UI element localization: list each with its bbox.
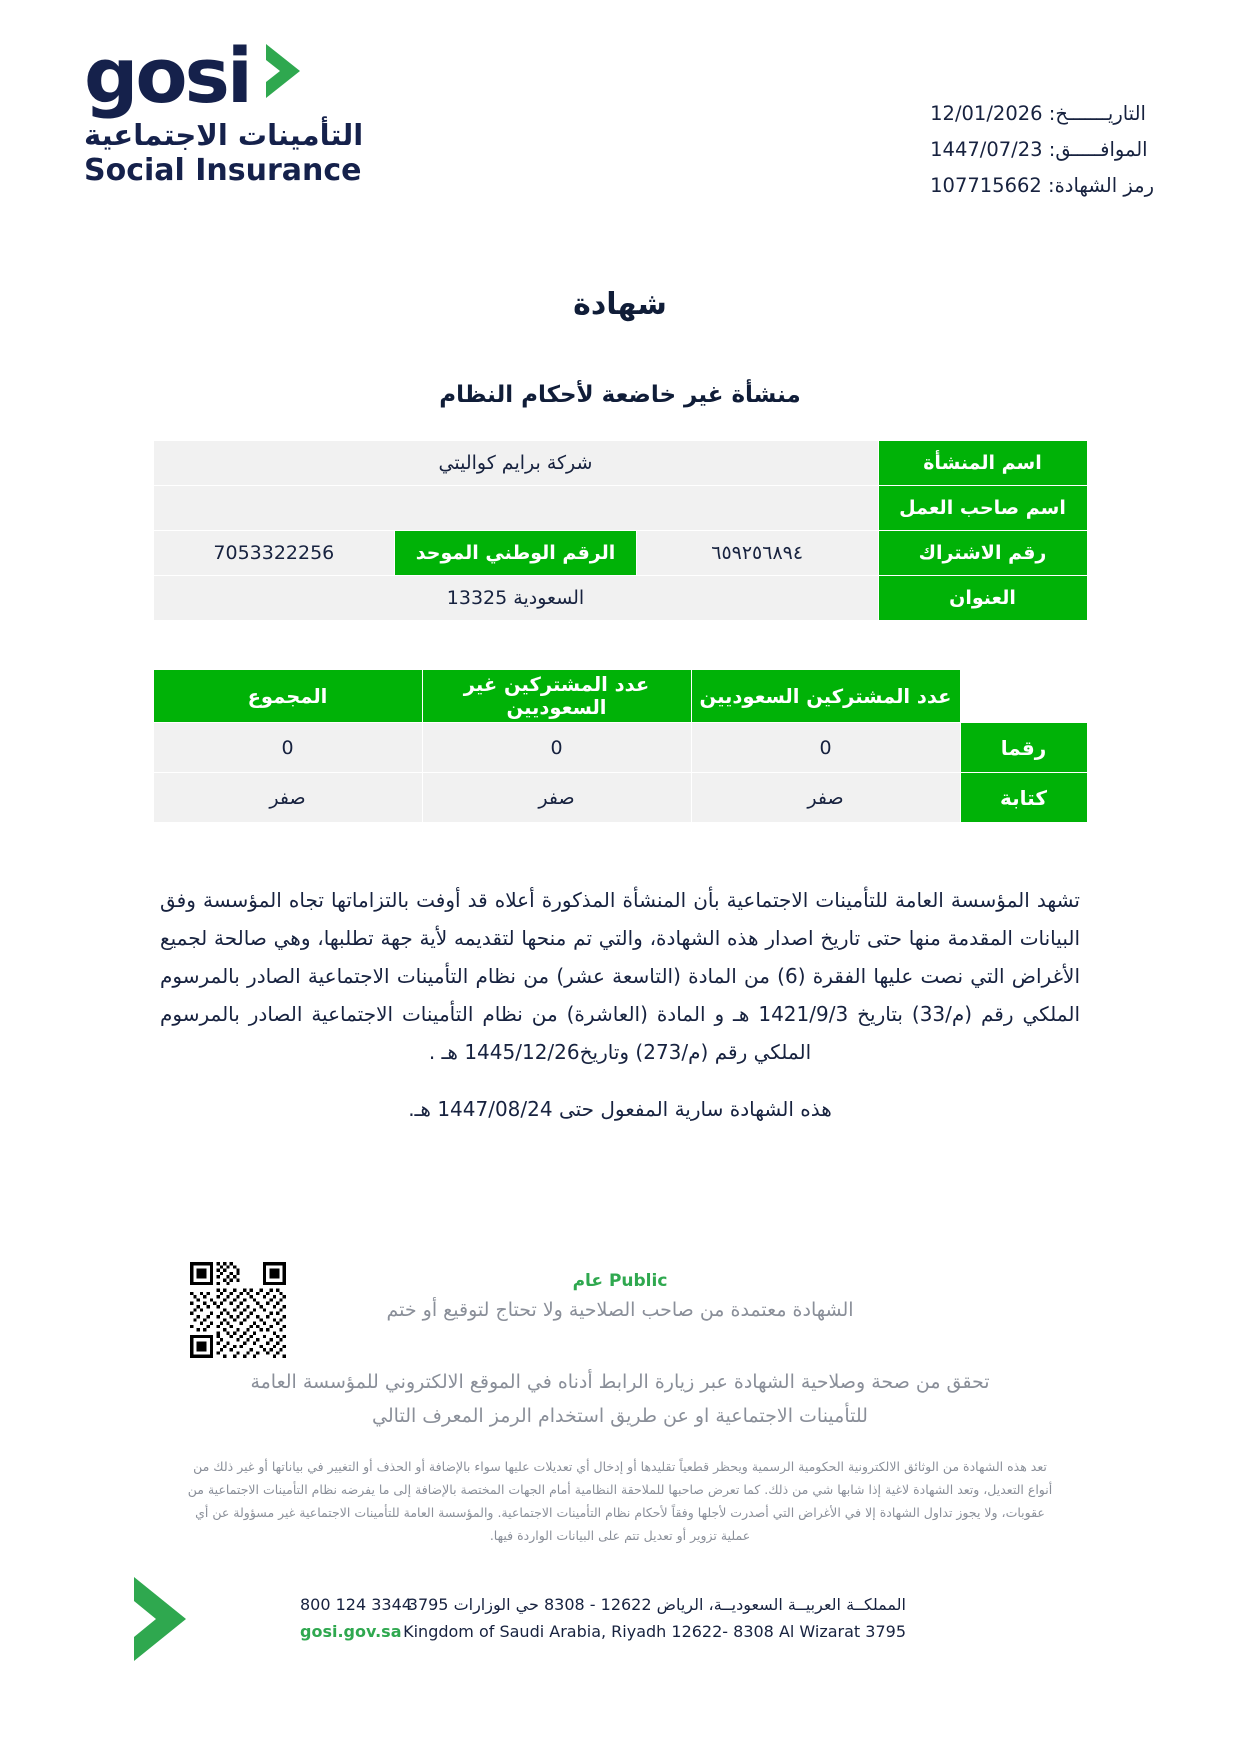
counts-numeric-non-saudi: 0 (422, 723, 691, 773)
page-header (0, 0, 1240, 225)
table-row-establishment-name (153, 441, 1087, 486)
counts-numeric-saudi: 0 (691, 723, 960, 773)
address-label: العنوان (878, 576, 1087, 621)
chevron-right-icon (124, 1571, 210, 1671)
counts-header-total: المجموع (153, 670, 422, 723)
issue-date-value: 12/01/2026 (930, 102, 1043, 125)
counts-written-non-saudi: صفر (422, 773, 691, 823)
counts-corner-cell (960, 670, 1087, 723)
logo-text: gosi (84, 30, 250, 120)
chevron-right-icon (260, 40, 318, 106)
footer-contact (300, 1591, 412, 1645)
subscription-number-value: ٦٥٩٢٥٦٨٩٤ (636, 531, 878, 576)
owner-name-label: اسم صاحب العمل (878, 486, 1087, 531)
counts-header-non-saudi: عدد المشتركين غير السعوديين (422, 670, 691, 723)
legal-disclaimer: تعد هذه الشهادة من الوثائق الالكترونية الحكومية الرسمية ويحظر قطعياً تقليدها أو إدخال أي تعديلات عليها سواء بالإضافة أو الحذف أو التغيير في بياناتها أو غير ذلك من أنواع التعديل، وتعد الشهادة لاغية إذا شابها شي من ذلك. كما تعرض صاحبها للملاحقة النظامية أمام الجهات المختصة بالإضافة إلى ما يفرضه نظام التأمينات الاجتماعية من عقوبات، ولا يجوز تداول الشهادة إلا في الأغراض التي أصدرت لأجلها وفقاً لأحكام نظام التأمينات الاجتماعية. والمؤسسة العامة للتأمينات الاجتماعية غير مسؤولة عن أي عملية تزوير أو تعديل تتم على البيانات الواردة فيها. (187, 1459, 1053, 1543)
page-subtitle: منشأة غير خاضعة لأحكام النظام (439, 382, 801, 408)
table-row (153, 723, 1087, 773)
owner-name-value (153, 486, 878, 531)
counts-numeric-total: 0 (153, 723, 422, 773)
unified-number-value: 7053322256 (153, 531, 395, 576)
certificate-code-value: 107715662 (930, 174, 1042, 197)
establishment-details-table (153, 440, 1088, 621)
subscriber-counts-table (153, 669, 1088, 823)
logo-arabic-name: التأمينات الاجتماعية (84, 118, 364, 152)
hijri-date-label: الموافـــــق: (1048, 138, 1148, 161)
counts-row-label-written: كتابة (960, 773, 1087, 823)
footer-phone: 800 124 3344 (300, 1595, 412, 1614)
subscription-number-label: رقم الاشتراك (878, 531, 1087, 576)
page-footer (0, 1581, 1240, 1701)
certificate-validity-text: هذه الشهادة سارية المفعول حتى 1447/08/24 هـ. (408, 1097, 832, 1121)
issue-date-row (930, 96, 1154, 132)
counts-header-saudi: عدد المشتركين السعوديين (691, 670, 960, 723)
qr-code[interactable] (190, 1262, 286, 1358)
counts-written-total: صفر (153, 773, 422, 823)
gosi-logo (84, 30, 424, 188)
certificate-meta (930, 96, 1154, 204)
footer-address (403, 1591, 906, 1645)
table-row-owner-name (153, 486, 1087, 531)
counts-written-saudi: صفر (691, 773, 960, 823)
establishment-name-label: اسم المنشأة (878, 441, 1087, 486)
address-value: السعودية 13325 (153, 576, 878, 621)
table-row-subscription-number (153, 531, 1087, 576)
certificate-body-paragraph: تشهد المؤسسة العامة للتأمينات الاجتماعية بأن المنشأة المذكورة أعلاه قد أوفت بالتزاماتها تجاه المؤسسة وفق البيانات المقدمة منها حتى تاريخ اصدار هذه الشهادة، والتي تم منحها لتقديمه لأية جهة تطلبها، وهي صالحة لجميع الأغراض التي نصت عليها الفقرة (6) من المادة (التاسعة عشر) من نظام التأمينات الاجتماعية الصادر بالمرسوم الملكي رقم (م/33) بتاريخ 1421/9/3 هـ و المادة (العاشرة) من نظام التأمينات الاجتماعية الصادر بالمرسوم الملكي رقم (م/273) وتاريخ1445/12/26 هـ . (160, 888, 1080, 1064)
unified-number-label: الرقم الوطني الموحد (395, 531, 637, 576)
logo-wordmark (84, 30, 424, 120)
table-row-address (153, 576, 1087, 621)
no-signature-note: الشهادة معتمدة من صاحب الصلاحية ولا تحتاج لتوقيع أو ختم (386, 1299, 854, 1321)
establishment-name-value: شركة برايم كواليتي (153, 441, 878, 486)
hijri-date-row (930, 132, 1154, 168)
certificate-code-row (930, 168, 1154, 204)
issue-date-label: التاريـــــــخ: (1048, 102, 1146, 125)
footer-address-english: Kingdom of Saudi Arabia, Riyadh 12622- 8308 Al Wizarat 3795 (403, 1622, 906, 1641)
public-classification-tag: Public عام (572, 1271, 668, 1291)
logo-english-name: Social Insurance (84, 153, 362, 188)
page-title: شهادة (573, 287, 667, 322)
counts-row-label-numeric: رقما (960, 723, 1087, 773)
table-header-row (153, 670, 1087, 723)
verification-instructions: تحقق من صحة وصلاحية الشهادة عبر زيارة الرابط أدناه في الموقع الالكتروني للمؤسسة العامة للتأمينات الاجتماعية او عن طريق استخدام الرمز المعرف التالي (250, 1371, 990, 1427)
footer-website[interactable]: gosi.gov.sa (300, 1622, 402, 1641)
certificate-code-label: رمز الشهادة: (1048, 174, 1154, 197)
hijri-date-value: 1447/07/23 (930, 138, 1043, 161)
footer-address-arabic: المملكــة العربيــة السعوديــة، الرياض 12622 - 8308 حي الوزارات 3795 (407, 1595, 906, 1614)
table-row (153, 773, 1087, 823)
